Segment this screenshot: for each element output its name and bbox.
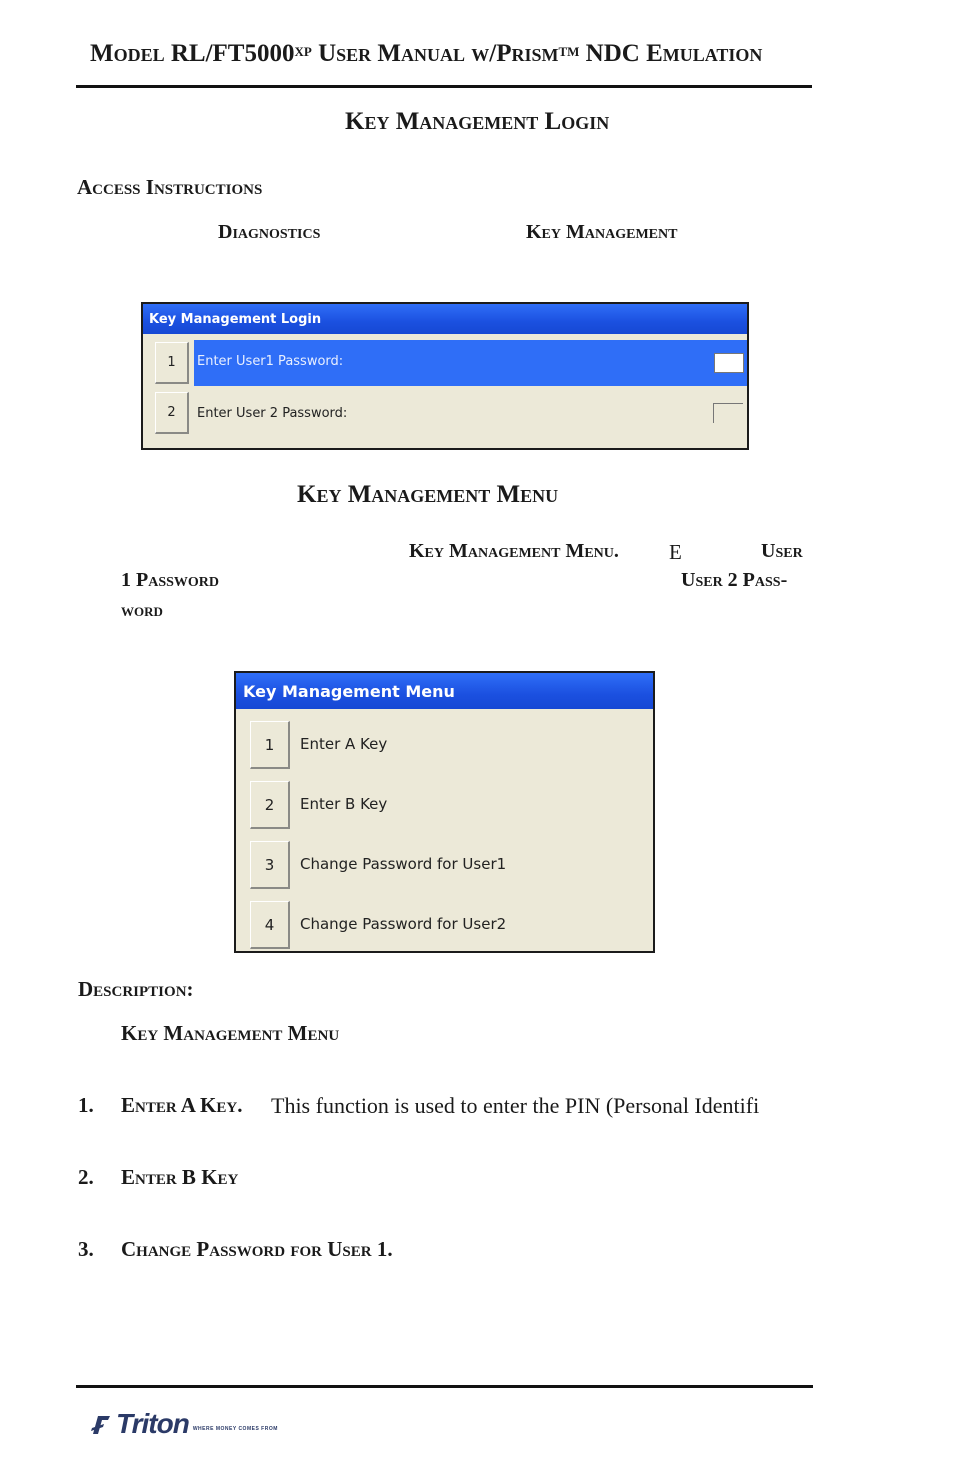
login-row-1-label: Enter User1 Password: [197,354,344,369]
triton-logo-text: Triton [116,1408,189,1439]
menu-item-change-password-user2[interactable] [236,899,653,951]
item-1-title: Enter A Key. [121,1093,243,1117]
description-item-2 [78,1165,239,1190]
item-1-number: 1. [78,1093,94,1117]
menu-item-1-label: Enter A Key [300,735,388,753]
item-1-text: This function is used to enter the PIN (Personal Identifi [271,1093,760,1118]
access-term-key-management: Key Management [526,221,678,243]
para-letter-e: E [669,540,682,564]
para-1-password: 1 Password [121,569,220,591]
login-row-2-label: Enter User 2 Password: [197,406,348,421]
description-item-3 [78,1237,393,1262]
login-row-1-highlight [194,340,747,386]
menu-item-change-password-user1[interactable] [236,839,653,891]
header-title-a: Model RL/FT5000 [90,40,295,67]
item-3-number: 3. [78,1237,94,1261]
para-user-2-pass: User 2 Pass- [681,569,788,591]
header-title-b: User Manual w/Prism [311,40,559,67]
header-sup-xp: XP [294,44,312,59]
footer-rule [76,1385,813,1388]
menu-item-2-number-button[interactable]: 2 [250,781,290,829]
login-window [141,302,749,450]
menu-item-3-number-button[interactable]: 3 [250,841,290,889]
description-heading: Description: [78,977,194,1001]
menu-item-4-number-button[interactable]: 4 [250,901,290,949]
page-header [90,40,762,68]
menu-window [234,671,655,953]
login-window-title: Key Management Login [143,304,747,334]
menu-item-4-label: Change Password for User2 [300,915,507,933]
section-title-menu: Key Management Menu [297,481,559,508]
triton-logo-icon [90,1414,112,1438]
para-user: User [761,540,803,562]
login-row-1-number-button[interactable]: 1 [155,342,189,384]
section-title-login: Key Management Login [345,108,610,135]
header-sup-tm: TM [558,44,580,59]
login-row-1[interactable] [143,340,747,386]
access-heading: Access Instructions [77,175,263,199]
menu-item-enter-a-key[interactable] [236,719,653,771]
user2-password-input[interactable] [713,403,743,423]
menu-item-1-number-button[interactable]: 1 [250,721,290,769]
login-row-2[interactable] [143,390,747,436]
description-item-1 [78,1093,760,1118]
access-term-diagnostics: Diagnostics [218,221,321,243]
user1-password-input[interactable] [714,353,744,373]
triton-logo-tagline: WHERE MONEY COMES FROM [192,1426,278,1432]
triton-logo [90,1410,278,1438]
item-2-number: 2. [78,1165,94,1189]
item-3-title: Change Password for User 1. [121,1237,393,1261]
login-row-2-number-button[interactable]: 2 [155,392,189,434]
header-rule [76,85,812,88]
menu-item-3-label: Change Password for User1 [300,855,507,873]
para-word: word [121,600,163,620]
menu-item-enter-b-key[interactable] [236,779,653,831]
menu-window-title: Key Management Menu [236,673,653,709]
item-2-title: Enter B Key [121,1165,239,1189]
menu-item-2-label: Enter B Key [300,795,388,813]
description-sub: Key Management Menu [121,1021,340,1045]
para-key-management-menu: Key Management Menu. [409,540,619,562]
header-title-c: NDC Emulation [579,40,763,67]
